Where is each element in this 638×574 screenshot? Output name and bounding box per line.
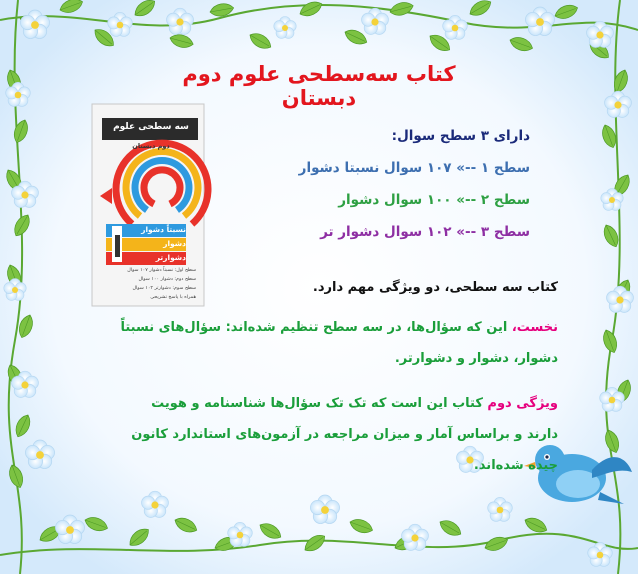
feature-2-paragraph	[118, 388, 558, 481]
book-cover-toc-4: همراه با پاسخ تشریحی	[150, 295, 196, 300]
book-cover-subtitle: دوم دبستان	[132, 142, 170, 150]
levels-heading: دارای ۳ سطح سوال:	[391, 128, 530, 144]
book-cover-toc-2: سطح دوم: دشوار ۱۰۰ سوال	[138, 277, 196, 282]
features-intro: کتاب سه سطحی، دو ویژگی مهم دارد.	[312, 280, 558, 295]
level-3-line: سطح ۳ --» ۱۰۲ سوال دشوار تر	[320, 224, 530, 240]
book-cover-toc-1: سطح اول: نسبتاً دشوار ۱۰۷ سوال	[127, 268, 196, 273]
book-cover-toc-3: سطح سوم: دشوارتر ۱۰۲ سوال	[132, 286, 196, 291]
feature-2-body: کتاب این است که تک تک سؤال‌ها شناسنامه و هویت دارند و براساس آمار و میزان مراجعه در آزمون‌های استاندارد کانون چیده شده‌اند.	[131, 396, 558, 473]
level-2-line: سطح ۲ --» ۱۰۰ سوال دشوار	[338, 192, 530, 208]
book-cover-title: سه سطحی علوم	[113, 122, 189, 132]
book-cover-band-1: نسبتاً دشوار	[141, 225, 186, 234]
level-1-line: سطح ۱ --» ۱۰۷ سوال نسبتا دشوار	[298, 160, 530, 176]
book-cover-band-2: دشوار	[163, 239, 186, 248]
feature-1-lead: نخست،	[511, 320, 558, 335]
book-cover-band-3: دشوارتر	[155, 253, 186, 262]
feature-2-lead: ویژگی دوم	[487, 396, 558, 411]
feature-1-paragraph	[118, 312, 558, 374]
feature-1-body: این که سؤال‌ها، در سه سطح تنظیم شده‌اند: سؤال‌های نسبتاً دشوار، دشوار و دشوارتر.	[120, 320, 558, 366]
page-title: کتاب سه‌سطحی علوم دوم دبستان	[182, 62, 456, 110]
